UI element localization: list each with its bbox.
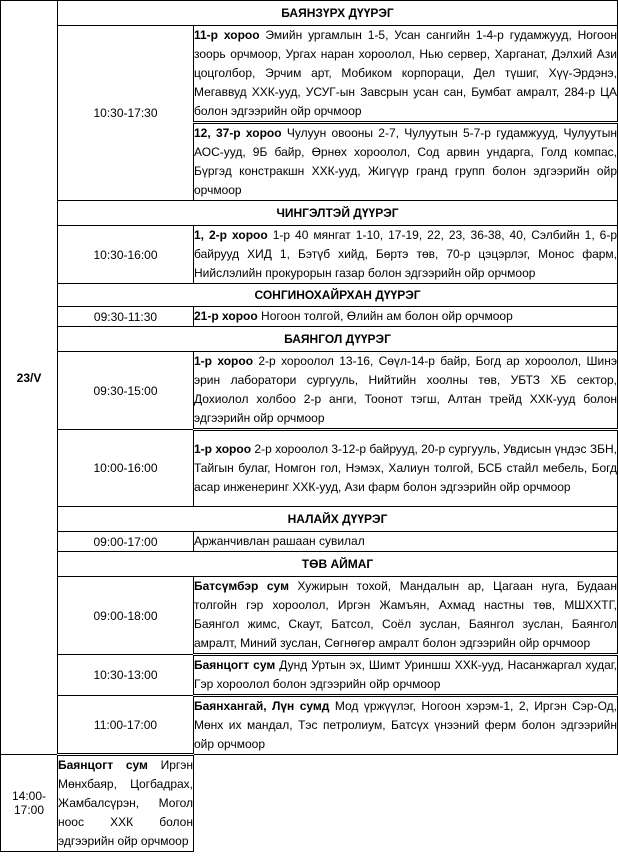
- time-cell: 11:00-17:00: [58, 696, 194, 755]
- area-name: 1-р хороо: [194, 354, 254, 368]
- area-description: [194, 352, 618, 430]
- area-details: Аржанчивлан рашаан сувилал: [194, 534, 365, 548]
- area-name: Батсүмбэр сум: [194, 579, 289, 593]
- district-heading: НАЛАЙХ ДҮҮРЭГ: [58, 507, 618, 532]
- area-description: [194, 430, 618, 507]
- header-row-bayangol: [1, 327, 618, 352]
- area-description: [194, 577, 618, 655]
- district-heading: БАЯНГОЛ ДҮҮРЭГ: [58, 327, 618, 352]
- area-details: 2-р хороолол 13-16, Сөүл-14-р байр, Богд ар хороолол, Шинэ эрин лаборатори сургууль, Нийтийн хоолны төв, УБТЗ ХБ сектор, Дохиолол холбоо 2-р анги, Тоонот тэгш, Алтан трейд ХХК-ууд болон эдгээрийн ойр орчмоор: [194, 354, 618, 425]
- area-name: 21-р хороо: [194, 309, 258, 323]
- date-cell: [1, 1, 58, 755]
- area-name: 1, 2-р хороо: [194, 228, 268, 242]
- schedule-row: [1, 26, 618, 123]
- area-description: [194, 696, 618, 755]
- date-label: 23/V: [16, 370, 42, 385]
- header-row-chingeltei: [1, 201, 618, 226]
- area-details: Ногоон толгой, Өлийн ам болон ойр орчмоор: [257, 309, 513, 323]
- time-cell: 10:30-16:00: [58, 226, 194, 284]
- area-name: Баянцогт сум: [194, 658, 276, 672]
- schedule-row: [1, 430, 618, 507]
- area-details: Иргэн Мөнхбаяр, Цогбадрах, Жамбалсүрэн, Могол ноос ХХК болон эдгээрийн ойр орчмоор: [58, 758, 194, 848]
- header-row-nalaikh: [1, 507, 618, 532]
- schedule-row: [1, 696, 618, 755]
- schedule-row: [1, 352, 618, 430]
- time-cell: 10:30-13:00: [58, 655, 194, 696]
- time-cell: 10:30-17:30: [58, 26, 194, 201]
- area-name: 1-р хороо: [194, 442, 252, 456]
- area-details: 2-р хороолол 3-12-р байрууд, 20-р сургууль, Увдисын үндэс ЗБН, Тайгын булаг, Номгон гол, Нэмэх, Халиун толгой, БСБ стайл мебель, Богд асар инженеринг ХХК-ууд, Ази фарм болон эдгээрийн ойр орчмоор: [194, 442, 618, 494]
- time-cell: 09:30-15:00: [58, 352, 194, 430]
- area-name: 11-р хороо: [194, 28, 260, 42]
- time-cell: 14:00-17:00: [1, 755, 58, 852]
- header-row-bayanzurkh: [1, 1, 618, 26]
- header-row-songinokhairkhan: [1, 284, 618, 307]
- area-description: [194, 532, 618, 552]
- time-cell: 09:30-11:30: [58, 307, 194, 327]
- area-description: [194, 307, 618, 327]
- header-row-tuv-aimag: [1, 552, 618, 577]
- schedule-row: [1, 577, 618, 655]
- area-name: Баянцогт сум: [58, 758, 148, 772]
- schedule-body: [1, 1, 618, 852]
- area-description: [194, 26, 618, 123]
- time-cell: 09:00-17:00: [58, 532, 194, 552]
- area-description: [194, 226, 618, 284]
- district-heading: СОНГИНОХАЙРХАН ДҮҮРЭГ: [58, 284, 618, 307]
- area-details: 1-р 40 мянгат 1-10, 17-19, 22, 23, 36-38, 40, Сэлбийн 1, 6-р байрууд ХИД 1, Бэтүб хийд, Бөртэ төв, 70-р цэцэрлэг, Монос фарм, Нийслэлийн прокурорын газар болон эдгээрийн ойр орчмоор: [194, 228, 617, 280]
- area-description: [194, 655, 618, 696]
- area-details: Чулуун овооны 2-7, Чулуутын 5-7-р гудамжууд, Чулуутын АОС-ууд, 9Б байр, Өрнөх хороолол, Сод арвин ундарга, Голд компас, Бүргэд констракшн ХХК-ууд, Жигүүр гранд групп болон эдгээрийн ойр орчмоор: [194, 126, 617, 197]
- time-cell: 10:00-16:00: [58, 430, 194, 507]
- area-description: [58, 755, 194, 852]
- schedule-row: [1, 307, 618, 327]
- area-details: Мод үржүүлэг, Ногоон хэрэм-1, 2, Иргэн Сэр-Од, Мөнх их мандал, Тэс петролиум, Батсүх үнээний ферм болон эдгээрийн ойр орчмоор: [194, 699, 617, 751]
- area-details: Хужирын тохой, Мандалын ар, Цагаан нуга, Будаан толгойн гэр хороолол, Иргэн Жамъян, Ахмад настны төв, МШХХТГ, Баянгол жимс, Скаут, Батсол, Соёл зуслан, Баянгол зуслан, Баянгол амралт, Миний зуслан, Сөгнөгөр амралт болон эдгээрийн ойр орчмоор: [194, 579, 617, 650]
- area-name: Баянхангай, Лүн сумд: [194, 699, 330, 713]
- area-details: Дунд Уртын эх, Шимт Уриншш ХХК-ууд, Насанжаргал худаг, Гэр хороолол болон эдгээрийн ойр орчмоор: [194, 658, 617, 691]
- area-details: Эмийн ургамлын 1-5, Усан сангийн 1-4-р гудамжууд, Ногоон зоорь орчмоор, Ургах наран хороолол, Нью сервер, Харганат, Дэлхий Ази цоцголбор, Эрчим арт, Мобиком корпораци, Дел түшиг, Хүү-Эрдэнэ, Мегаввуд ХХК-ууд, УСУГ-ын Завсрын усан сан, Бумбат амралт, 284-р ЦА болон эдгээрийн ойр орчмоор: [194, 28, 618, 118]
- schedule-row: [1, 226, 618, 284]
- area-description: [194, 123, 618, 201]
- schedule-row: [1, 755, 618, 852]
- district-heading: ТӨВ АЙМАГ: [58, 552, 618, 577]
- district-heading: ЧИНГЭЛТЭЙ ДҮҮРЭГ: [58, 201, 618, 226]
- time-cell: 09:00-18:00: [58, 577, 194, 655]
- area-name: 12, 37-р хороо: [194, 126, 282, 140]
- schedule-row: [1, 655, 618, 696]
- schedule-row: [1, 532, 618, 552]
- district-heading: БАЯНЗҮРХ ДҮҮРЭГ: [58, 1, 618, 26]
